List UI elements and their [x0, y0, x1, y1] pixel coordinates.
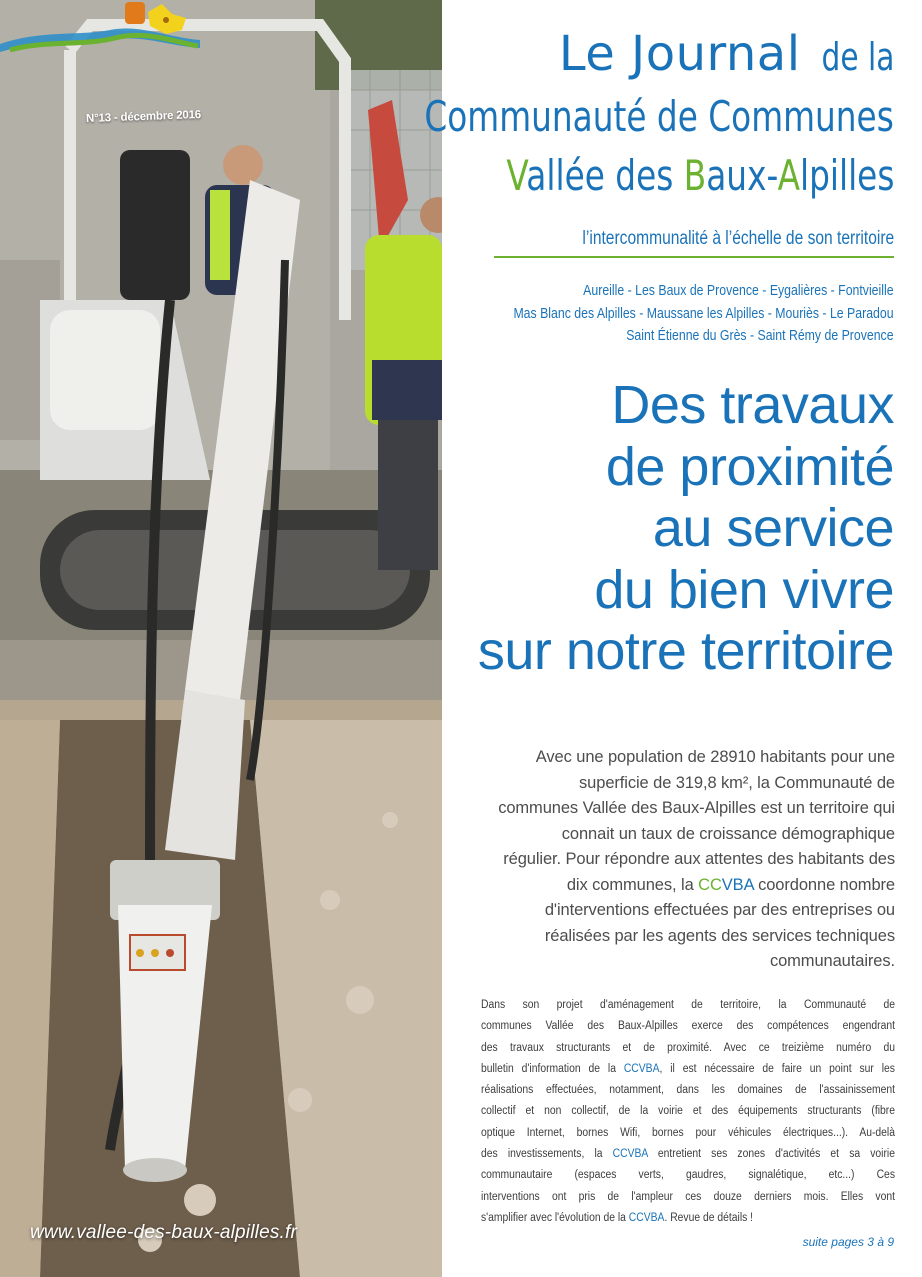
body-line [481, 1187, 895, 1208]
communes-line: Saint Étienne du Grès - Saint Rémy de Provence [626, 327, 894, 344]
intro-line: connait un taux de croissance démographique [561, 824, 895, 843]
communes-list [430, 280, 894, 348]
masthead-lpilles: lpilles [799, 151, 894, 200]
body-line [481, 995, 895, 1016]
intro-line: régulier. Pour répondre aux attentes des habitants des [503, 850, 895, 868]
intro-line: d'interventions effectuées par des entreprises ou [544, 901, 895, 919]
body-text: interventions ont pris de l'ampleur ces douze derniers mois. Elles vont [481, 1190, 895, 1203]
body-text: communautaire (espaces verts, gaudres, signalétique, etc...) Ces [481, 1169, 895, 1182]
body-text: des travaux structurants et de proximité. Avec ce treizième numéro du [481, 1041, 895, 1054]
masthead-letter-a: A [777, 151, 800, 200]
body-text: collectif et non collectif, de la voirie et des équipements structurants (fibre [481, 1105, 895, 1118]
headline-line: sur notre territoire [477, 621, 894, 681]
communes-line: Aureille - Les Baux de Provence - Eygalières - Fontvieille [583, 282, 894, 299]
body-text: Dans son projet d'aménagement de territoire, la Communauté de [481, 999, 895, 1011]
body-text [481, 1144, 895, 1165]
intro-line: superficie de 319,8 km², la Communauté de [579, 773, 895, 792]
intro-paragraph [456, 745, 895, 975]
excavator-illustration [0, 0, 442, 1277]
ccvba-mention: CCVBA [612, 1148, 648, 1161]
body-line [481, 1038, 895, 1059]
body-text: communes Vallée des Baux-Alpilles exerce des compétences engendrant [481, 1020, 895, 1033]
masthead-allee: allée des [525, 151, 684, 200]
intro-text: dix communes, la [566, 875, 699, 894]
intro-line: communes Vallée des Baux-Alpilles est un territoire qui [498, 799, 895, 817]
headline [478, 375, 894, 683]
intro-line [456, 873, 895, 899]
masthead-letter-v: V [506, 151, 526, 200]
body-paragraph [481, 995, 895, 1229]
masthead-title [559, 26, 894, 82]
headline-line: du bien vivre [594, 559, 894, 620]
cover-photo [0, 0, 442, 1277]
body-text: s'amplifier avec l'évolution de la [481, 1211, 629, 1224]
body-line [481, 1016, 895, 1037]
headline-line: de proximité [605, 436, 894, 497]
ccvba-logo [0, 0, 200, 62]
intro-line: communautaires. [769, 952, 895, 970]
body-text: réalisations effectuées, notamment, dans les domaines de l'assainissement [481, 1084, 895, 1097]
body-line [481, 1080, 895, 1101]
body-line [481, 1165, 895, 1186]
body-line [481, 1059, 895, 1080]
body-text [481, 1208, 895, 1229]
body-text: des investissements, la [481, 1148, 613, 1161]
masthead-aux: aux- [705, 151, 778, 200]
intro-line: réalisées par les agents des services techniques [544, 926, 895, 945]
headline-line: Des travaux [611, 375, 894, 435]
continued-pages-note[interactable]: suite pages 3 à 9 [802, 1235, 894, 1249]
masthead-journal: Le Journal [558, 26, 801, 82]
body-text [481, 1059, 895, 1080]
masthead-de-la: de la [821, 35, 894, 79]
masthead-line-3 [506, 151, 894, 200]
communes-line: Mas Blanc des Alpilles - Maussane les Alpilles - Mouriès - Le Paradou [513, 304, 894, 322]
body-line [481, 1101, 895, 1122]
masthead-letter-b: B [683, 151, 706, 200]
headline-line: au service [652, 498, 894, 558]
website-url[interactable]: www.vallee-des-baux-alpilles.fr [30, 1222, 298, 1243]
body-text: . Revue de détails ! [664, 1211, 754, 1224]
intro-text: coordonne nombre [753, 875, 895, 894]
body-text: , il est nécessaire de faire un point sur les [659, 1062, 895, 1075]
ccvba-mention: CCVBA [628, 1211, 665, 1224]
intro-line: Avec une population de 28910 habitants pour une [535, 748, 895, 766]
body-line [481, 1144, 895, 1165]
masthead-line-2: Communauté de Communes [424, 92, 894, 141]
tagline-divider [494, 256, 894, 258]
ccvba-cc: CC [698, 875, 722, 894]
ccvba-mention: CCVBA [623, 1062, 660, 1075]
body-text: entretient ses zones d'activités et sa voirie [647, 1148, 895, 1161]
tagline: l’intercommunalité à l’échelle de son territoire [582, 228, 894, 249]
body-line [481, 1123, 895, 1144]
ccvba-vba: VBA [721, 875, 754, 894]
body-line [481, 1208, 895, 1229]
body-text: bulletin d'information de la [481, 1062, 624, 1075]
issue-number: N°13 - décembre 2016 [85, 108, 202, 126]
body-text: optique Internet, bornes Wifi, bornes pour véhicules électriques...). Au-delà [481, 1126, 895, 1139]
